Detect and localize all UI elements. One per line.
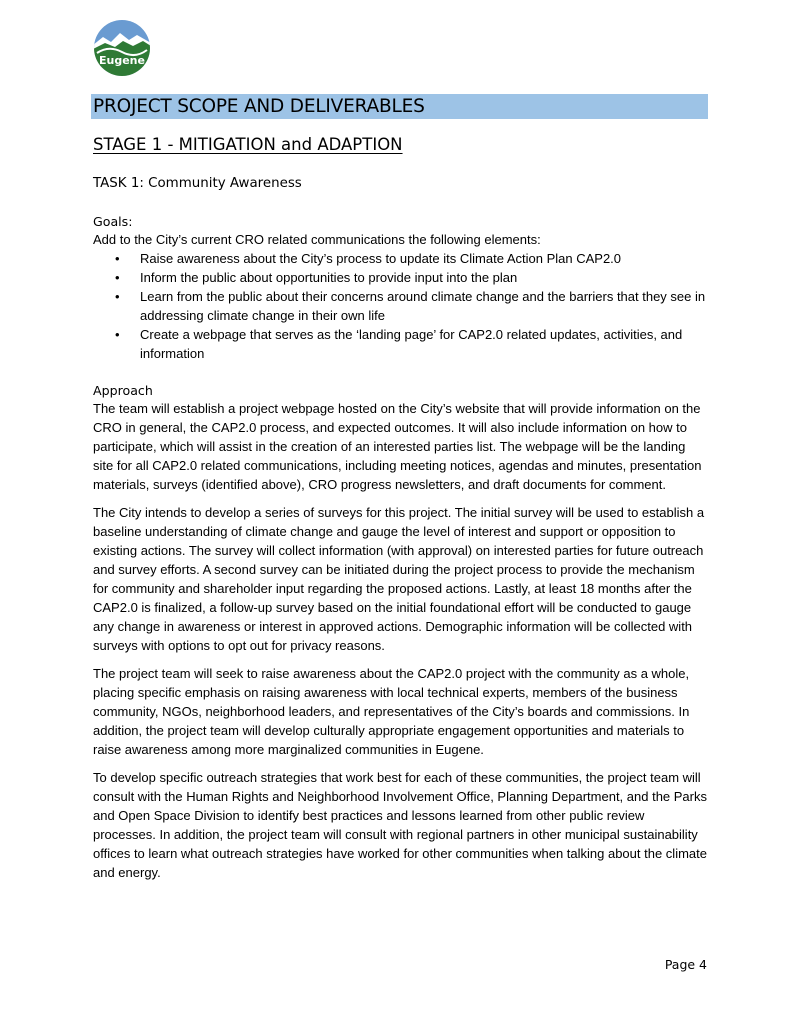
logo-text: Eugene — [99, 54, 145, 67]
goals-list — [93, 249, 708, 363]
task-title: TASK 1: Community Awareness — [93, 176, 302, 191]
list-item: • Inform the public about opportunities to provide input into the plan — [115, 270, 518, 285]
section-title: PROJECT SCOPE AND DELIVERABLES — [93, 96, 425, 117]
document-body — [93, 213, 708, 891]
eugene-logo — [93, 19, 151, 77]
page-number: Page 4 — [664, 957, 707, 972]
eugene-logo-icon — [93, 19, 151, 77]
bullet-icon: • — [115, 289, 120, 304]
approach-paragraph: The City intends to develop a series of surveys for this project. The initial survey will be used to establish a baseline understanding of climate change and gauge the level of interest and support or opposition to existing actions. The survey will collect information (with approval) on interested parties for future outreach and survey efforts. A second survey can be initiated during the project process to provide the mechanism for community and shareholder input regarding the proposed actions. Lastly, at least 18 months after the CAP2.0 is finalized, a follow-up survey based on the initial foundational effort will be conducted to gauge any change in awareness or interest in approved actions. Demographic information will be collected with surveys with options to opt out for privacy reasons. — [93, 505, 705, 653]
approach-paragraph: To develop specific outreach strategies that work best for each of these communities, the project team will consult with the Human Rights and Neighborhood Involvement Office, Planning Department, and the Parks and Open Space Division to identify best practices and lessons learned from other public review processes. In addition, the project team will consult with regional partners in other municipal sustainability offices to learn what outreach strategies have worked for other communities when talking about the climate and energy. — [93, 770, 707, 880]
bullet-icon: • — [115, 270, 120, 285]
stage-title: STAGE 1 - MITIGATION and ADAPTION — [93, 135, 403, 154]
bullet-icon: • — [115, 251, 120, 266]
goals-heading: Goals: — [93, 214, 133, 229]
approach-paragraph: The project team will seek to raise awareness about the CAP2.0 project with the community as a whole, placing specific emphasis on raising awareness with local technical experts, members of the business community, NGOs, neighborhood leaders, and representatives of the City’s boards and commissions. In addition, the project team will develop culturally appropriate engagement opportunities and materials to raise awareness among more marginalized communities in Eugene. — [93, 666, 690, 757]
goals-intro: Add to the City’s current CRO related communications the following elements: — [93, 232, 541, 247]
list-item: • Learn from the public about their concerns around climate change and the barriers that they see in addressing climate change in their own life — [115, 289, 706, 323]
bullet-icon: • — [115, 327, 120, 342]
approach-heading: Approach — [93, 383, 153, 398]
list-item: • Create a webpage that serves as the ‘landing page’ for CAP2.0 related updates, activities, and information — [115, 327, 683, 361]
list-item: • Raise awareness about the City’s process to update its Climate Action Plan CAP2.0 — [115, 251, 622, 266]
approach-paragraph: The team will establish a project webpage hosted on the City’s website that will provide information on the CRO in general, the CAP2.0 process, and expected outcomes. It will also include information on how to participate, which will assist in the creation of an interested parties list. The webpage will be the landing site for all CAP2.0 related communications, including meeting notices, agendas and minutes, presentation materials, surveys (identified above), CRO progress newsletters, and draft documents for comment. — [93, 401, 702, 492]
